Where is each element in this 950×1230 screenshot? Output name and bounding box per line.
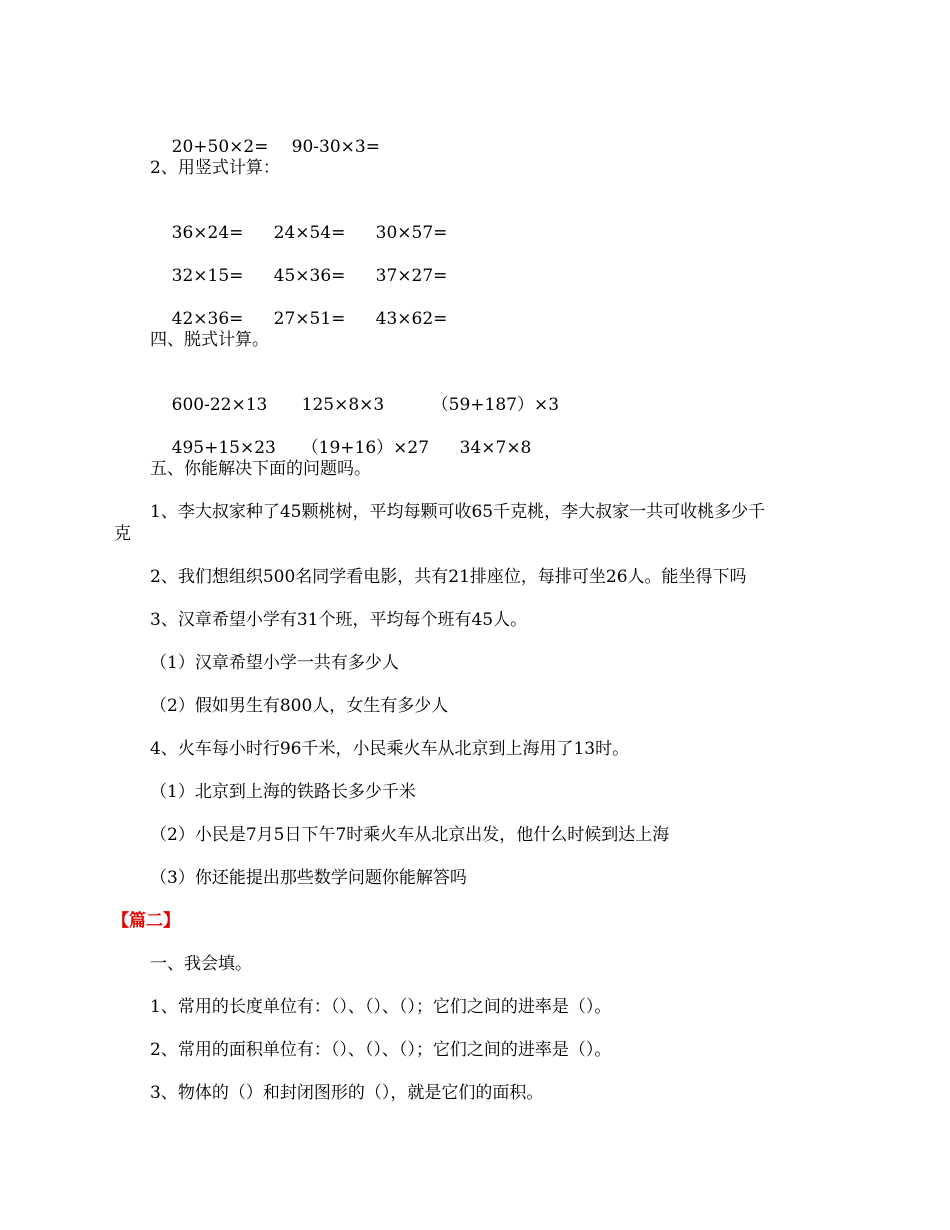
expression: （59+187）×3	[431, 395, 560, 415]
section-heading: 2、用竖式计算：	[150, 158, 280, 178]
question-text: 3、汉章希望小学有31个班，平均每个班有45人。	[150, 610, 528, 630]
expression: 37×27=	[375, 266, 448, 286]
expression: 90-30×3=	[291, 137, 380, 157]
expression: 43×62=	[375, 309, 448, 329]
question-text: 3、物体的（）和封闭图形的（），就是它们的面积。	[150, 1083, 544, 1103]
expression: 30×57=	[375, 223, 448, 243]
question-text: 1、常用的长度单位有：（）、（）、（）；它们之间的进率是（）。	[150, 997, 612, 1017]
expression: 600-22×13	[171, 395, 268, 415]
section-heading: 一、我会填。	[150, 954, 252, 974]
sub-question: （2）假如男生有800人，女生有多少人	[150, 696, 449, 716]
question-text: 1、李大叔家种了45颗桃树，平均每颗可收65千克桃，李大叔家一共可收桃多少千	[150, 502, 766, 522]
expression: 45×36=	[273, 266, 346, 286]
expression: 20+50×2=	[171, 137, 269, 157]
section-heading: 五、你能解决下面的问题吗。	[150, 459, 371, 479]
expression: 125×8×3	[301, 395, 385, 415]
question-text: 2、常用的面积单位有：（）、（）、（）；它们之间的进率是（）。	[150, 1040, 612, 1060]
expression: （19+16）×27	[301, 438, 430, 458]
question-text: 2、我们想组织500名同学看电影，共有21排座位，每排可坐26人。能坐得下吗	[150, 567, 747, 587]
sub-question: （1）汉章希望小学一共有多少人	[150, 653, 399, 673]
expression: 32×15=	[171, 266, 244, 286]
expression: 24×54=	[273, 223, 346, 243]
section-heading: 四、脱式计算。	[150, 330, 269, 350]
expression: 34×7×8	[459, 438, 532, 458]
expression: 42×36=	[171, 309, 244, 329]
expression: 495+15×23	[171, 438, 276, 458]
expression: 27×51=	[273, 309, 346, 329]
question-text: 4、火车每小时行96千米，小民乘火车从北京到上海用了13时。	[150, 739, 630, 759]
sub-question: （2）小民是7月5日下午7时乘火车从北京出发，他什么时候到达上海	[150, 825, 670, 845]
question-text-wrap: 克	[114, 524, 131, 544]
chapter-heading: 【篇二】	[112, 911, 180, 931]
sub-question: （1）北京到上海的铁路长多少千米	[150, 782, 416, 802]
expression: 36×24=	[171, 223, 244, 243]
sub-question: （3）你还能提出那些数学问题你能解答吗	[150, 868, 467, 888]
